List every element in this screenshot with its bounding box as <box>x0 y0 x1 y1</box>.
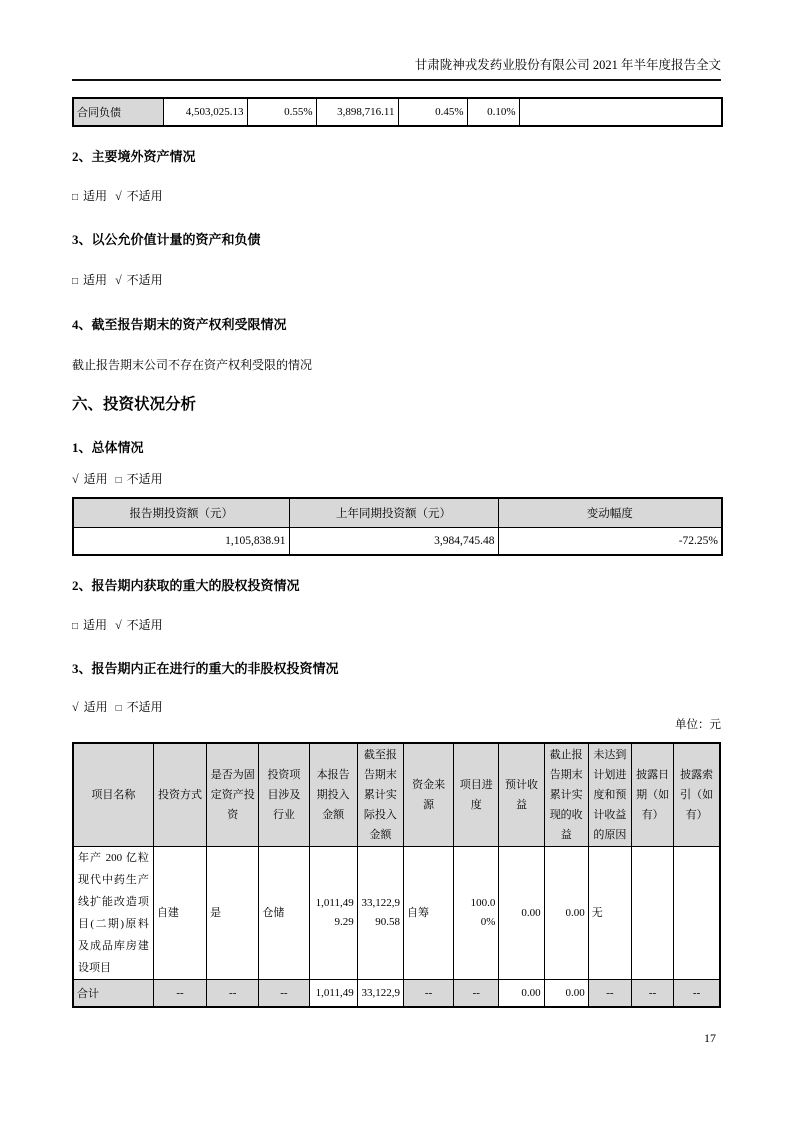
total-cell: -- <box>631 980 673 1008</box>
column-header: 变动幅度 <box>498 498 722 528</box>
checkbox-unchecked-icon: □ <box>72 621 79 632</box>
row-label: 合同负债 <box>73 98 163 126</box>
disclosure-index-cell <box>674 847 720 980</box>
applicable-label: 适用 <box>83 618 108 632</box>
project-row <box>73 847 720 980</box>
change-cell: -72.25% <box>498 528 722 556</box>
not-applicable-label: 不适用 <box>126 273 163 287</box>
applicability-line <box>72 618 721 634</box>
total-label: 合计 <box>73 980 153 1008</box>
table-header-row <box>73 743 720 847</box>
remark-cell <box>519 98 722 126</box>
total-expected-return-cell: 0.00 <box>499 980 544 1008</box>
amount-cell: 4,503,025.13 <box>163 98 247 126</box>
total-cell: -- <box>454 980 499 1008</box>
amount-cell: 3,898,716.11 <box>316 98 398 126</box>
column-header: 资金来源 <box>403 743 453 847</box>
checkmark-icon: √ <box>72 700 79 714</box>
column-header: 本报告期投入金额 <box>309 743 357 847</box>
chapter-heading-investment-analysis: 六、投资状况分析 <box>72 396 197 413</box>
cumulative-invested-cell: 33,122,990.58 <box>357 847 403 980</box>
section-heading-overall: 1、总体情况 <box>72 440 144 455</box>
period-invested-cell: 1,011,499.29 <box>309 847 357 980</box>
checkmark-icon: √ <box>115 618 122 632</box>
not-applicable-label: 不适用 <box>126 472 163 486</box>
not-applicable-label: 不适用 <box>126 189 163 203</box>
total-cell: -- <box>403 980 453 1008</box>
expected-return-cell: 0.00 <box>499 847 544 980</box>
contract-liabilities-table <box>72 97 723 127</box>
section-heading-overseas-assets: 2、主要境外资产情况 <box>72 149 196 164</box>
column-header: 预计收益 <box>499 743 544 847</box>
fund-source-cell: 自筹 <box>403 847 453 980</box>
investment-method-cell: 自建 <box>153 847 206 980</box>
unit-label: 单位：元 <box>675 719 721 731</box>
amount-cell: 1,105,838.91 <box>73 528 289 556</box>
applicability-line <box>72 472 721 488</box>
column-header: 上年同期投资额（元） <box>289 498 498 528</box>
total-period-invested-cell: 1,011,49 <box>309 980 357 1008</box>
fixed-asset-cell: 是 <box>207 847 259 980</box>
not-applicable-label: 不适用 <box>126 700 163 714</box>
investment-summary-table <box>72 497 723 556</box>
industry-cell: 仓储 <box>259 847 309 980</box>
reason-cell: 无 <box>588 847 631 980</box>
table-row <box>73 98 722 126</box>
column-header: 项目名称 <box>73 743 153 847</box>
column-header: 截至报告期末累计实际投入金额 <box>357 743 403 847</box>
total-cell: -- <box>674 980 720 1008</box>
total-cell: -- <box>153 980 206 1008</box>
column-header: 项目进度 <box>454 743 499 847</box>
report-header <box>72 57 721 81</box>
column-header: 投资方式 <box>153 743 206 847</box>
restricted-rights-statement: 截止报告期末公司不存在资产权利受限的情况 <box>72 358 313 372</box>
progress-cell: 100.00% <box>454 847 499 980</box>
column-header: 披露索引（如有） <box>674 743 720 847</box>
total-realized-return-cell: 0.00 <box>544 980 588 1008</box>
table-header-row <box>73 498 722 528</box>
ratio-change-cell: 0.10% <box>467 98 519 126</box>
page-number: 17 <box>704 1031 716 1045</box>
checkmark-icon: √ <box>115 189 122 203</box>
total-cell: -- <box>207 980 259 1008</box>
checkbox-unchecked-icon: □ <box>115 703 122 714</box>
checkmark-icon: √ <box>72 472 79 486</box>
column-header: 报告期投资额（元） <box>73 498 289 528</box>
realized-return-cell: 0.00 <box>544 847 588 980</box>
column-header: 未达到计划进度和预计收益的原因 <box>588 743 631 847</box>
applicability-line <box>72 189 721 205</box>
amount-cell: 3,984,745.48 <box>289 528 498 556</box>
table-row <box>73 528 722 556</box>
ratio-cell: 0.55% <box>247 98 316 126</box>
ratio-cell: 0.45% <box>398 98 467 126</box>
section-heading-restricted-rights: 4、截至报告期末的资产权利受限情况 <box>72 317 287 332</box>
applicable-label: 适用 <box>83 189 108 203</box>
project-name-cell: 年产 200 亿粒现代中药生产线扩能改造项目(二期)原料及成品库房建设项目 <box>73 847 153 980</box>
section-heading-fair-value: 3、以公允价值计量的资产和负债 <box>72 232 261 247</box>
section-heading-non-equity-investment: 3、报告期内正在进行的重大的非股权投资情况 <box>72 661 339 676</box>
total-row <box>73 980 720 1008</box>
applicable-label: 适用 <box>83 273 108 287</box>
non-equity-investment-project-table <box>72 742 721 1008</box>
applicable-label: 适用 <box>83 700 108 714</box>
checkbox-unchecked-icon: □ <box>115 475 122 486</box>
column-header: 截止报告期末累计实现的收益 <box>544 743 588 847</box>
checkbox-unchecked-icon: □ <box>72 192 79 203</box>
column-header: 披露日期（如有） <box>631 743 673 847</box>
total-cell: -- <box>588 980 631 1008</box>
report-header-title: 甘肃陇神戎发药业股份有限公司 2021 年半年度报告全文 <box>414 58 721 72</box>
total-cumulative-invested-cell: 33,122,9 <box>357 980 403 1008</box>
checkbox-unchecked-icon: □ <box>72 276 79 287</box>
applicability-line <box>72 273 721 289</box>
column-header: 投资项目涉及行业 <box>259 743 309 847</box>
not-applicable-label: 不适用 <box>126 618 163 632</box>
applicable-label: 适用 <box>83 472 108 486</box>
total-cell: -- <box>259 980 309 1008</box>
column-header: 是否为固定资产投资 <box>207 743 259 847</box>
disclosure-date-cell <box>631 847 673 980</box>
section-heading-equity-investment: 2、报告期内获取的重大的股权投资情况 <box>72 578 300 593</box>
applicability-line <box>72 700 721 716</box>
checkmark-icon: √ <box>115 273 122 287</box>
